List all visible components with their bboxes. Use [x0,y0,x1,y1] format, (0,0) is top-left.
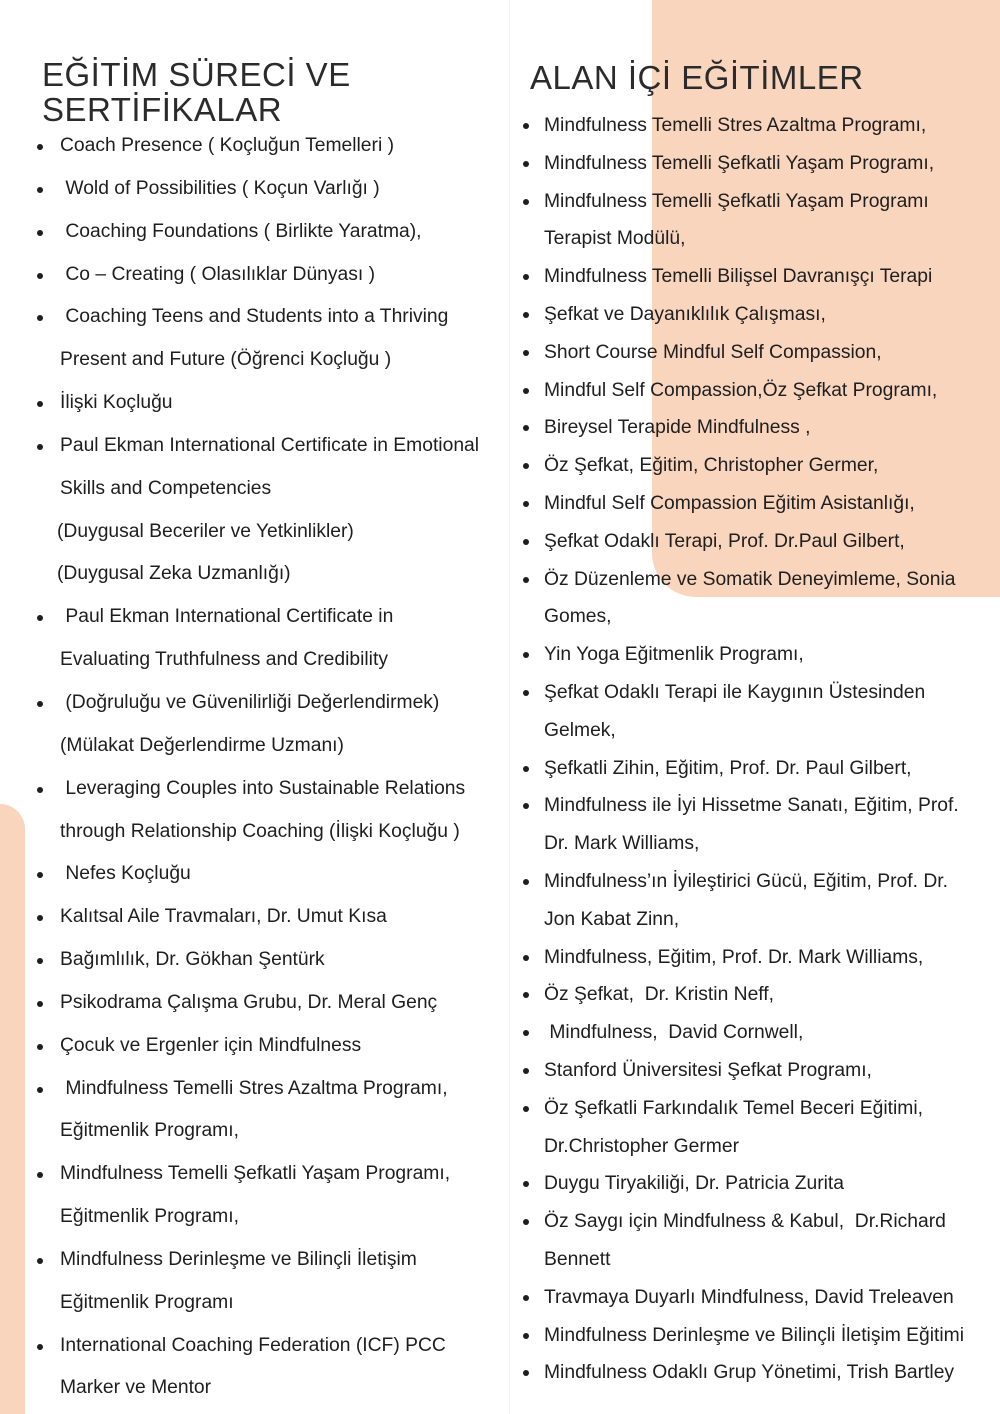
list-item [510,1354,1000,1392]
list-item [510,334,1000,372]
list-item-text: Mindfulness Derinleşme ve Bilinçli İletişim Eğitimi [544,1324,965,1346]
bullet-icon [37,701,43,707]
list-item [510,1279,1000,1317]
list-item-text: Terapist Modülü, [544,228,686,250]
list-item-text: Şefkat Odaklı Terapi ile Kaygının Üstesinden [544,681,926,703]
list-item [510,939,1000,977]
bullet-icon [37,1344,43,1350]
list-item [0,1068,510,1111]
bullet-icon [523,1219,529,1225]
certificates-list [0,125,510,1410]
list-item-text: Paul Ekman International Certificate in Emotional [60,434,480,456]
list-item-continuation [510,712,1000,750]
list-item-text: through Relationship Coaching (İlişki Koçluğu ) [60,820,460,842]
bullet-icon [523,123,529,129]
list-item-text: Jon Kabat Zinn, [544,908,680,930]
bullet-icon [523,1030,529,1036]
list-item-text: (Mülakat Değerlendirme Uzmanı) [60,734,344,756]
list-item-continuation [0,725,510,768]
list-item [510,674,1000,712]
list-item-text: Marker ve Mentor [60,1377,212,1399]
list-item-continuation [0,811,510,854]
list-item [0,982,510,1025]
list-item-text: Mindfulness, David Cornwell, [544,1022,804,1044]
list-item-text: Bennett [544,1248,611,1270]
list-item [0,596,510,639]
list-item [0,768,510,811]
list-item-text: Gelmek, [544,719,616,741]
list-item [0,1025,510,1068]
list-item-text: Evaluating Truthfulness and Credibility [60,649,388,671]
bullet-icon [37,1087,43,1093]
bullet-icon [37,315,43,321]
list-item-text: Mindfulness Temelli Şefkatli Yaşam Programı, [60,1163,451,1185]
list-item [510,107,1000,145]
list-item-text: (Duygusal Beceriler ve Yetkinlikler) [57,520,354,542]
bullet-icon [37,401,43,407]
bullet-icon [523,539,529,545]
list-item-text: Çocuk ve Ergenler için Mindfulness [60,1034,362,1056]
bullet-icon [523,199,529,205]
list-item [510,787,1000,825]
bullet-icon [523,161,529,167]
list-item-text: (Doğruluğu ve Güvenilirliği Değerlendirmek) [60,691,440,713]
list-item [510,863,1000,901]
list-item-text: İlişki Koçluğu [60,392,173,414]
bullet-icon [523,274,529,280]
list-item-text: Duygu Tiryakiliği, Dr. Patricia Zurita [544,1173,845,1195]
list-item [510,523,1000,561]
list-item-continuation [0,468,510,511]
bullet-icon [523,690,529,696]
list-item-text: Stanford Üniversitesi Şefkat Programı, [544,1059,872,1081]
list-item-continuation [0,1110,510,1153]
list-item-text: Co – Creating ( Olasılıklar Dünyası ) [60,263,376,285]
list-item-text: Bireysel Terapide Mindfulness , [544,417,811,439]
list-item-continuation [0,339,510,382]
list-item-text: Mindfulness Odaklı Grup Yönetimi, Trish Bartley [544,1362,955,1384]
list-item-text: Mindfulness’ın İyileştirici Gücü, Eğitim, Prof. Dr. [544,870,948,892]
list-item-continuation [510,901,1000,939]
list-item-text: Öz Şefkat, Dr. Kristin Neff, [544,984,775,1006]
list-item-text: Mindfulness ile İyi Hissetme Sanatı, Eğitim, Prof. [544,795,959,817]
bullet-icon [523,463,529,469]
list-item-text: Eğitmenlik Programı [60,1291,234,1313]
bullet-icon [37,273,43,279]
list-item [510,372,1000,410]
list-item-text: Coaching Foundations ( Birlikte Yaratma), [60,220,422,242]
bullet-icon [37,144,43,150]
bullet-icon [523,1295,529,1301]
list-item [510,1317,1000,1355]
bullet-icon [523,1068,529,1074]
list-item-continuation [510,220,1000,258]
list-item [0,682,510,725]
list-item-continuation [510,1128,1000,1166]
list-item-text: Eğitmenlik Programı, [60,1206,239,1228]
list-item [510,561,1000,599]
bullet-icon [523,425,529,431]
list-item [0,425,510,468]
list-item-text: Travmaya Duyarlı Mindfulness, David Treleaven [544,1286,954,1308]
list-item [510,485,1000,523]
list-item [510,296,1000,334]
list-item-text: Mindfulness Temelli Stres Azaltma Programı, [544,115,927,136]
list-item [0,168,510,211]
list-item-text: Şefkatli Zihin, Eğitim, Prof. Dr. Paul Gilbert, [544,757,912,779]
list-item-text: Paul Ekman International Certificate in [60,606,394,628]
list-item [510,1052,1000,1090]
list-item-continuation [510,825,1000,863]
list-item-text: Mindfulness Temelli Bilişsel Davranışçı Terapi [544,266,933,288]
list-item-continuation [0,639,510,682]
list-item-text: Kalıtsal Aile Travmaları, Dr. Umut Kısa [60,906,387,928]
list-item-continuation [510,598,1000,636]
list-item [0,853,510,896]
bullet-icon [37,1172,43,1178]
list-item-text: Wold of Possibilities ( Koçun Varlığı ) [60,177,380,199]
certificates-heading: EĞİTİM SÜRECİ VE SERTİFİKALAR [42,56,351,128]
list-item-text: Dr. Mark Williams, [544,833,700,855]
list-item-text: Mindfulness Temelli Şefkatli Yaşam Programı [544,190,929,212]
list-item [510,447,1000,485]
list-item [510,183,1000,221]
bullet-icon [523,955,529,961]
list-item-continuation [0,1282,510,1325]
list-item-text: Gomes, [544,606,612,628]
list-item-text: International Coaching Federation (ICF) PCC [60,1334,446,1356]
bullet-icon [523,1370,529,1376]
bullet-icon [523,803,529,809]
bullet-icon [523,1181,529,1187]
bullet-icon [523,388,529,394]
list-item-text: Present and Future (Öğrenci Koçluğu ) [60,349,392,371]
bullet-icon [37,230,43,236]
bullet-icon [523,1333,529,1339]
list-item-text: Şefkat Odaklı Terapi, Prof. Dr.Paul Gilbert, [544,530,905,552]
list-item [510,1014,1000,1052]
list-item-text: Dr.Christopher Germer [544,1135,740,1157]
bullet-icon [523,1106,529,1112]
bullet-icon [523,766,529,772]
list-item-text: Şefkat ve Dayanıklılık Çalışması, [544,303,826,325]
bullet-icon [523,992,529,998]
bullet-icon [37,187,43,193]
list-item-text: Bağımlılık, Dr. Gökhan Şentürk [60,949,325,971]
bullet-icon [523,652,529,658]
list-item-text: Öz Düzenleme ve Somatik Deneyimleme, Sonia [544,568,956,590]
list-item-text: Mindfulness Derinleşme ve Bilinçli İletişim [60,1248,417,1270]
list-item-text: Skills and Competencies [60,477,272,499]
bullet-icon [37,444,43,450]
bullet-icon [37,958,43,964]
list-item-text: Öz Saygı için Mindfulness & Kabul, Dr.Richard [544,1211,946,1233]
bullet-icon [523,501,529,507]
list-item-text: (Duygusal Zeka Uzmanlığı) [57,563,291,585]
bullet-icon [37,1258,43,1264]
bullet-icon [523,350,529,356]
list-item-continuation [510,1241,1000,1279]
list-item [0,211,510,254]
list-item-text: Short Course Mindful Self Compassion, [544,341,882,363]
list-item-text: Öz Şefkatli Farkındalık Temel Beceri Eğitimi, [544,1097,923,1119]
bullet-icon [37,787,43,793]
bullet-icon [37,1044,43,1050]
list-item-text: Mindfulness Temelli Şefkatli Yaşam Programı, [544,152,935,174]
list-item [510,145,1000,183]
list-item-continuation [0,553,510,596]
bullet-icon [523,312,529,318]
list-item [510,1203,1000,1241]
field-trainings-list [510,107,1000,1392]
list-item-text: Psikodrama Çalışma Grubu, Dr. Meral Genç [60,991,438,1013]
list-item [0,1239,510,1282]
bullet-icon [37,915,43,921]
list-item-text: Mindful Self Compassion Eğitim Asistanlığı, [544,492,915,514]
list-item-text: Coaching Teens and Students into a Thriving [60,306,449,328]
list-item-text: Öz Şefkat, Eğitim, Christopher Germer, [544,455,879,477]
list-item-text: Eğitmenlik Programı, [60,1120,239,1142]
list-item [510,750,1000,788]
list-item-text: Mindfulness Temelli Stres Azaltma Programı, [60,1077,448,1099]
list-item [510,409,1000,447]
bullet-icon [37,1001,43,1007]
list-item [510,636,1000,674]
bullet-icon [37,615,43,621]
bullet-icon [523,577,529,583]
field-trainings-heading: ALAN İÇİ EĞİTİMLER [530,59,864,96]
list-item [0,1153,510,1196]
list-item-text: Leveraging Couples into Sustainable Relations [60,777,466,799]
list-item [0,125,510,168]
list-item-text: Mindful Self Compassion,Öz Şefkat Programı, [544,379,938,401]
list-item [510,976,1000,1014]
list-item [0,939,510,982]
list-item-text: Yin Yoga Eğitmenlik Programı, [544,644,804,666]
bullet-icon [523,879,529,885]
list-item-continuation [0,511,510,554]
list-item [510,1090,1000,1128]
bullet-icon [37,872,43,878]
list-item [510,1165,1000,1203]
list-item-text: Coach Presence ( Koçluğun Temelleri ) [60,135,395,156]
list-item [0,896,510,939]
list-item-continuation [0,1367,510,1410]
list-item-text: Nefes Koçluğu [60,863,191,885]
list-item [0,1325,510,1368]
list-item [510,258,1000,296]
list-item [0,296,510,339]
list-item [0,254,510,297]
list-item [0,382,510,425]
list-item-text: Mindfulness, Eğitim, Prof. Dr. Mark Williams, [544,946,924,968]
list-item-continuation [0,1196,510,1239]
